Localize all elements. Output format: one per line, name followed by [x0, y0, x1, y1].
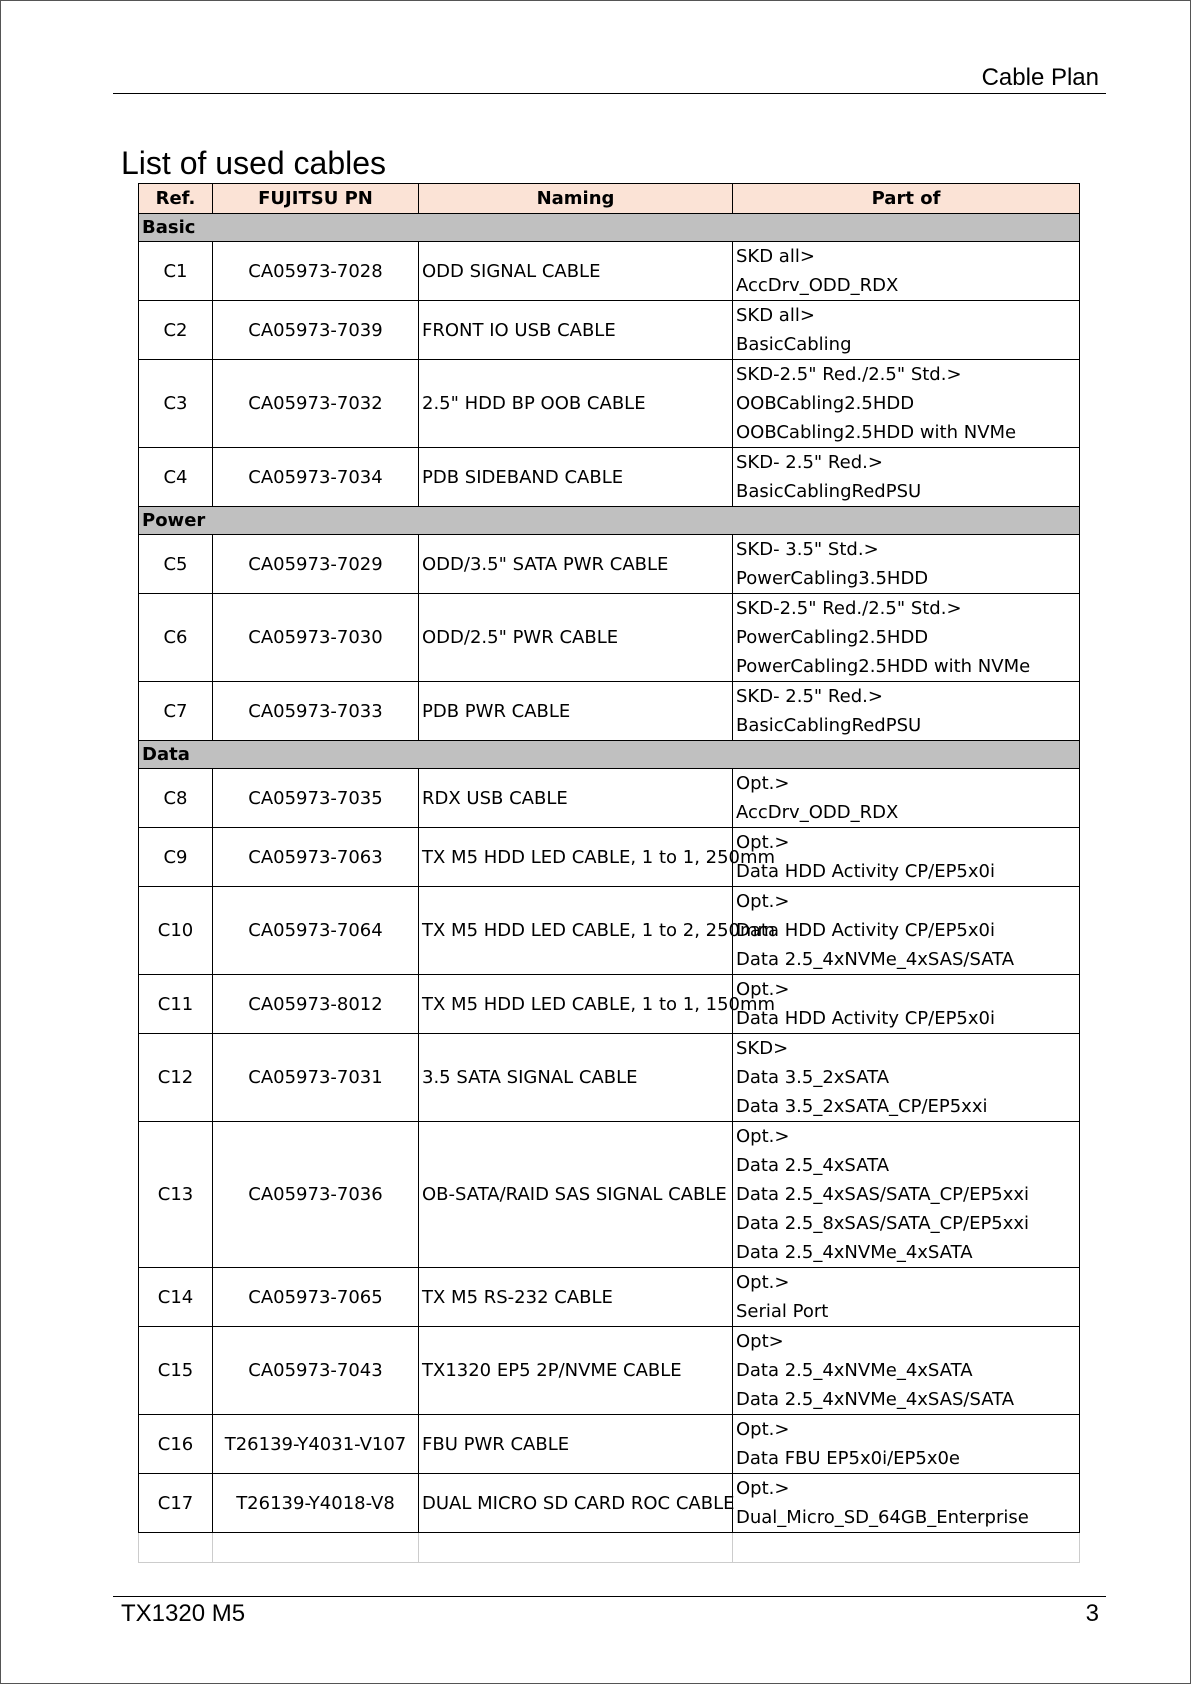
part-of-line: Opt.> — [736, 1126, 790, 1147]
cell-part-of — [733, 1474, 1080, 1533]
cell-naming: TX M5 HDD LED CABLE, 1 to 1, 250mm — [419, 828, 733, 887]
column-header-ref: Ref. — [139, 184, 213, 214]
table-row — [139, 828, 1080, 887]
cell-fujitsu-pn: CA05973-7031 — [213, 1034, 419, 1122]
part-of-line: SKD-2.5" Red./2.5" Std.> — [736, 364, 962, 385]
cell-part-of — [733, 1268, 1080, 1327]
part-of-line: BasicCabling — [736, 334, 852, 355]
cell-fujitsu-pn: CA05973-7028 — [213, 242, 419, 301]
cell-fujitsu-pn: CA05973-7033 — [213, 682, 419, 741]
cell-ref: C5 — [139, 535, 213, 594]
cell-fujitsu-pn: CA05973-8012 — [213, 975, 419, 1034]
part-of-line: SKD> — [736, 1038, 789, 1059]
part-of-line: PowerCabling2.5HDD with NVMe — [736, 656, 1031, 677]
part-of-line: AccDrv_ODD_RDX — [736, 275, 899, 296]
table-row — [139, 1327, 1080, 1415]
part-of-line: Data 2.5_4xNVMe_4xSAS/SATA — [736, 1389, 1015, 1410]
part-of-line: Data 2.5_4xNVMe_4xSATA — [736, 1360, 973, 1381]
part-of-line: Data FBU EP5x0i/EP5x0e — [736, 1448, 961, 1469]
part-of-line: PowerCabling2.5HDD — [736, 627, 929, 648]
cell-fujitsu-pn: CA05973-7064 — [213, 887, 419, 975]
cell-naming: PDB SIDEBAND CABLE — [419, 448, 733, 507]
empty-cell — [139, 1533, 213, 1563]
header-divider — [113, 93, 1106, 94]
cell-part-of — [733, 769, 1080, 828]
part-of-line: SKD- 2.5" Red.> — [736, 686, 883, 707]
part-of-line: OOBCabling2.5HDD with NVMe — [736, 422, 1017, 443]
part-of-line: Opt.> — [736, 1419, 790, 1440]
cell-fujitsu-pn: CA05973-7030 — [213, 594, 419, 682]
cell-naming: ODD/2.5" PWR CABLE — [419, 594, 733, 682]
cell-part-of — [733, 1034, 1080, 1122]
cell-ref: C16 — [139, 1415, 213, 1474]
table-body — [139, 214, 1080, 1563]
table-row — [139, 594, 1080, 682]
cell-ref: C7 — [139, 682, 213, 741]
cell-part-of — [733, 242, 1080, 301]
part-of-line: PowerCabling3.5HDD — [736, 568, 929, 589]
part-of-line: Data 3.5_2xSATA — [736, 1067, 890, 1088]
cell-part-of — [733, 682, 1080, 741]
part-of-line: Data 2.5_4xNVMe_4xSATA — [736, 1242, 973, 1263]
cell-ref: C1 — [139, 242, 213, 301]
cell-ref: C9 — [139, 828, 213, 887]
column-header-part-of: Part of — [733, 184, 1080, 214]
cell-part-of — [733, 594, 1080, 682]
cell-part-of — [733, 1415, 1080, 1474]
cell-ref: C17 — [139, 1474, 213, 1533]
cell-ref: C8 — [139, 769, 213, 828]
cell-part-of — [733, 1327, 1080, 1415]
cell-naming: FBU PWR CABLE — [419, 1415, 733, 1474]
cell-part-of — [733, 360, 1080, 448]
table-row — [139, 1122, 1080, 1268]
cell-naming: ODD SIGNAL CABLE — [419, 242, 733, 301]
table-row — [139, 301, 1080, 360]
part-of-line: Opt.> — [736, 832, 790, 853]
group-row — [139, 741, 1080, 769]
cell-fujitsu-pn: CA05973-7063 — [213, 828, 419, 887]
part-of-line: AccDrv_ODD_RDX — [736, 802, 899, 823]
table-row — [139, 1034, 1080, 1122]
table-row — [139, 975, 1080, 1034]
part-of-line: SKD- 2.5" Red.> — [736, 452, 883, 473]
part-of-line: Serial Port — [736, 1301, 829, 1322]
table-row — [139, 242, 1080, 301]
part-of-line: Opt.> — [736, 1272, 790, 1293]
empty-cell — [213, 1533, 419, 1563]
cell-naming: 2.5" HDD BP OOB CABLE — [419, 360, 733, 448]
cell-ref: C13 — [139, 1122, 213, 1268]
empty-row — [139, 1533, 1080, 1563]
part-of-line: Data 2.5_4xSATA — [736, 1155, 890, 1176]
part-of-line: BasicCablingRedPSU — [736, 715, 922, 736]
column-header-pn: FUJITSU PN — [213, 184, 419, 214]
cell-part-of — [733, 887, 1080, 975]
cell-fujitsu-pn: CA05973-7029 — [213, 535, 419, 594]
part-of-line: Opt> — [736, 1331, 784, 1352]
part-of-line: Opt.> — [736, 1478, 790, 1499]
cell-part-of — [733, 975, 1080, 1034]
empty-cell — [733, 1533, 1080, 1563]
cell-fujitsu-pn: T26139-Y4018-V8 — [213, 1474, 419, 1533]
part-of-line: SKD all> — [736, 246, 815, 267]
cell-part-of — [733, 301, 1080, 360]
section-title: List of used cables — [121, 145, 387, 181]
cell-naming: 3.5 SATA SIGNAL CABLE — [419, 1034, 733, 1122]
group-label: Power — [139, 507, 1080, 535]
empty-cell — [419, 1533, 733, 1563]
table-row — [139, 887, 1080, 975]
cell-ref: C6 — [139, 594, 213, 682]
cables-table — [138, 183, 1080, 1563]
cell-naming: TX M5 RS-232 CABLE — [419, 1268, 733, 1327]
cell-naming: ODD/3.5" SATA PWR CABLE — [419, 535, 733, 594]
group-row — [139, 214, 1080, 242]
cell-part-of — [733, 828, 1080, 887]
cell-ref: C10 — [139, 887, 213, 975]
table-header-row — [139, 184, 1080, 214]
cell-naming: FRONT IO USB CABLE — [419, 301, 733, 360]
cell-ref: C12 — [139, 1034, 213, 1122]
footer-model: TX1320 M5 — [121, 1600, 246, 1627]
part-of-line: Opt.> — [736, 979, 790, 1000]
cell-fujitsu-pn: CA05973-7034 — [213, 448, 419, 507]
cell-fujitsu-pn: CA05973-7032 — [213, 360, 419, 448]
part-of-line: Dual_Micro_SD_64GB_Enterprise — [736, 1507, 1029, 1528]
cell-naming: OB-SATA/RAID SAS SIGNAL CABLE — [419, 1122, 733, 1268]
cell-naming: RDX USB CABLE — [419, 769, 733, 828]
column-header-naming: Naming — [419, 184, 733, 214]
table-row — [139, 535, 1080, 594]
cell-part-of — [733, 1122, 1080, 1268]
part-of-line: Data HDD Activity CP/EP5x0i — [736, 1008, 995, 1029]
header-title: Cable Plan — [981, 64, 1099, 91]
table-row — [139, 1415, 1080, 1474]
part-of-line: Data HDD Activity CP/EP5x0i — [736, 861, 995, 882]
cell-fujitsu-pn: CA05973-7043 — [213, 1327, 419, 1415]
part-of-line: Data 2.5_4xSAS/SATA_CP/EP5xxi — [736, 1184, 1030, 1205]
cell-fujitsu-pn: CA05973-7035 — [213, 769, 419, 828]
group-row — [139, 507, 1080, 535]
part-of-line: SKD all> — [736, 305, 815, 326]
table-row — [139, 1268, 1080, 1327]
cell-fujitsu-pn: T26139-Y4031-V107 — [213, 1415, 419, 1474]
part-of-line: OOBCabling2.5HDD — [736, 393, 915, 414]
cell-fujitsu-pn: CA05973-7065 — [213, 1268, 419, 1327]
cell-fujitsu-pn: CA05973-7039 — [213, 301, 419, 360]
cell-naming: PDB PWR CABLE — [419, 682, 733, 741]
cell-naming: TX1320 EP5 2P/NVME CABLE — [419, 1327, 733, 1415]
cell-naming: TX M5 HDD LED CABLE, 1 to 1, 150mm — [419, 975, 733, 1034]
table-row — [139, 1474, 1080, 1533]
cell-ref: C11 — [139, 975, 213, 1034]
footer-divider — [113, 1596, 1106, 1597]
cell-ref: C3 — [139, 360, 213, 448]
cell-ref: C15 — [139, 1327, 213, 1415]
cell-part-of — [733, 535, 1080, 594]
part-of-line: Opt.> — [736, 773, 790, 794]
page-number: 3 — [1085, 1600, 1099, 1627]
group-label: Data — [139, 741, 1080, 769]
part-of-line: SKD-2.5" Red./2.5" Std.> — [736, 598, 962, 619]
part-of-line: Data 2.5_4xNVMe_4xSAS/SATA — [736, 949, 1015, 970]
cell-ref: C2 — [139, 301, 213, 360]
table-row — [139, 448, 1080, 507]
part-of-line: SKD- 3.5" Std.> — [736, 539, 879, 560]
cell-part-of — [733, 448, 1080, 507]
table-row — [139, 769, 1080, 828]
cell-ref: C14 — [139, 1268, 213, 1327]
part-of-line: Data 2.5_8xSAS/SATA_CP/EP5xxi — [736, 1213, 1030, 1234]
part-of-line: Opt.> — [736, 891, 790, 912]
part-of-line: Data HDD Activity CP/EP5x0i — [736, 920, 995, 941]
part-of-line: BasicCablingRedPSU — [736, 481, 922, 502]
cell-ref: C4 — [139, 448, 213, 507]
cell-fujitsu-pn: CA05973-7036 — [213, 1122, 419, 1268]
cell-naming: DUAL MICRO SD CARD ROC CABLE — [419, 1474, 733, 1533]
cell-naming: TX M5 HDD LED CABLE, 1 to 2, 250mm — [419, 887, 733, 975]
table-row — [139, 360, 1080, 448]
table-row — [139, 682, 1080, 741]
group-label: Basic — [139, 214, 1080, 242]
part-of-line: Data 3.5_2xSATA_CP/EP5xxi — [736, 1096, 988, 1117]
